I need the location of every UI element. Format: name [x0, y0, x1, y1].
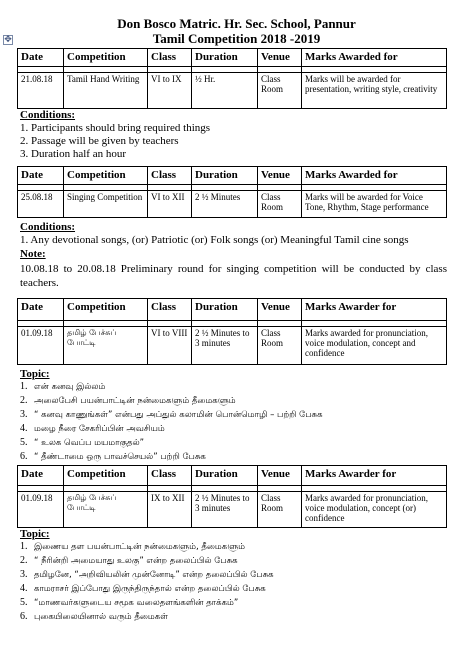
header-class: Class: [148, 299, 192, 321]
cell-date: 25.08.18: [18, 191, 64, 218]
conditions-heading: Conditions:: [20, 109, 76, 121]
cell-date: 21.08.18: [18, 73, 64, 109]
header-competition: Competition: [64, 299, 148, 321]
list-item: 3. தமிழனே, “அறிவியலின் முன்னோடி” என்ற தலைப்பில் பேசுக: [20, 569, 274, 580]
header-duration: Duration: [192, 167, 258, 185]
header-venue: Venue: [258, 299, 302, 321]
header-marks: Marks Awarder for: [302, 299, 447, 321]
list-item: 1. இணைய தள பயன்பாட்டின் நன்மைகளும், தீமைகளும்: [20, 541, 246, 552]
cell-marks: Marks will be awarded for presentation, writing style, creativity: [302, 73, 447, 109]
conditions-block-1: [20, 109, 210, 161]
table-header-row: [18, 466, 447, 486]
cell-venue: Class Room: [258, 73, 302, 109]
condition-item: 3. Duration half an hour: [20, 148, 126, 160]
note-heading: Note:: [20, 248, 46, 260]
topic-list-1: [20, 380, 323, 464]
topic-heading-1: Topic:: [20, 368, 50, 380]
header-duration: Duration: [192, 299, 258, 321]
cell-competition: தமிழ் பேச்சுப் போட்டி: [64, 492, 148, 528]
conditions-block-2: [20, 221, 409, 247]
cell-venue: Class Room: [258, 191, 302, 218]
condition-item: 1. Any devotional songs, (or) Patriotic (or) Folk songs (or) Meaningful Tamil cine songs: [20, 234, 409, 246]
cell-class: IX to XII: [148, 492, 192, 528]
list-item: 2. “ நீரின்றி அமையாது உலகு” என்ற தலைப்பில் பேசுக: [20, 555, 238, 566]
cell-date: 01.09.18: [18, 492, 64, 528]
header-marks: Marks Awarder for: [302, 466, 447, 486]
cell-marks: Marks will be awarded for Voice Tone, Rhythm, Stage performance: [302, 191, 447, 218]
list-item: 1. என் கனவு இல்லம்: [20, 381, 106, 392]
header-class: Class: [148, 466, 192, 486]
condition-item: 2. Passage will be given by teachers: [20, 135, 179, 147]
list-item: 4. மழை நீரை சேகரிப்பின் அவசியம்: [20, 423, 165, 434]
note-text: 10.08.18 to 20.08.18 Preliminary round for singing competition will be conducted by class teachers.: [20, 263, 447, 289]
header-venue: Venue: [258, 167, 302, 185]
cell-duration: 2 ½ Minutes: [192, 191, 258, 218]
cell-marks: Marks awarded for pronunciation, voice modulation, concept (or) confidence: [302, 492, 447, 528]
cell-class: VI to XII: [148, 191, 192, 218]
topic-list-2: [20, 540, 274, 624]
cell-duration: ½ Hr.: [192, 73, 258, 109]
competition-table-handwriting: [17, 48, 447, 109]
competition-title: Tamil Competition 2018 -2019: [152, 31, 321, 46]
header-competition: Competition: [64, 167, 148, 185]
list-item: 6. புகையிலையினால் வரும் தீமைகள்: [20, 611, 168, 622]
header-date: Date: [18, 466, 64, 486]
cell-competition: தமிழ் பேச்சுப் போட்டி: [64, 327, 148, 365]
header-class: Class: [148, 49, 192, 67]
cell-venue: Class Room: [258, 327, 302, 365]
cell-duration: 2 ½ Minutes to 3 minutes: [192, 327, 258, 365]
header-competition: Competition: [64, 466, 148, 486]
competition-table-speech-junior: [17, 298, 447, 365]
table-header-row: [18, 49, 447, 67]
conditions-heading: Conditions:: [20, 221, 76, 233]
table-row: [18, 492, 447, 528]
header-venue: Venue: [258, 466, 302, 486]
cell-class: VI to VIII: [148, 327, 192, 365]
list-item: 5. “ உலக வெப்ப மயமாகுதல்”: [20, 437, 145, 448]
header-date: Date: [18, 299, 64, 321]
table-row: [18, 191, 447, 218]
school-title: Don Bosco Matric. Hr. Sec. School, Pannur: [117, 16, 356, 31]
header-date: Date: [18, 49, 64, 67]
competition-table-speech-senior: [17, 465, 447, 528]
list-item: 6. “ தீண்டாமை ஒரு பாவச்செயல்” பற்றி பேசுக: [20, 451, 206, 462]
list-item: 5. “மாணவர்களுடைய சமூக வலைதளங்களின் தாக்கம்”: [20, 597, 239, 608]
cell-date: 01.09.18: [18, 327, 64, 365]
cell-marks: Marks awarded for pronunciation, voice modulation, concept and confidence: [302, 327, 447, 365]
header-date: Date: [18, 167, 64, 185]
table-header-row: [18, 299, 447, 321]
condition-item: 1. Participants should bring required things: [20, 122, 211, 134]
list-item: 4. காமராசர் இப்போது இருந்திருந்தால் என்ற தலைப்பில் பேசுக: [20, 583, 266, 594]
cell-competition: Tamil Hand Writing: [64, 73, 148, 109]
competition-table-singing: [17, 166, 447, 218]
list-item: 2. அலைபேசி பயன்பாட்டின் நன்மைகளும் தீமைகளும்: [20, 395, 236, 406]
header-venue: Venue: [258, 49, 302, 67]
header-marks: Marks Awarded for: [302, 49, 447, 67]
header-marks: Marks Awarded for: [302, 167, 447, 185]
header-duration: Duration: [192, 49, 258, 67]
list-item: 3. “ கனவு காணுங்கள்” என்பது அப்துல் கலாமின் பொன்மொழி – பற்றி பேசுக: [20, 409, 323, 420]
table-move-handle-icon[interactable]: ✥: [4, 35, 12, 45]
table-row: [18, 73, 447, 109]
table-header-row: [18, 167, 447, 185]
cell-competition: Singing Competition: [64, 191, 148, 218]
table-row: [18, 327, 447, 365]
cell-venue: Class Room: [258, 492, 302, 528]
cell-duration: 2 ½ Minutes to 3 minutes: [192, 492, 258, 528]
header-duration: Duration: [192, 466, 258, 486]
header-class: Class: [148, 167, 192, 185]
header-competition: Competition: [64, 49, 148, 67]
cell-class: VI to IX: [148, 73, 192, 109]
topic-heading-2: Topic:: [20, 528, 50, 540]
